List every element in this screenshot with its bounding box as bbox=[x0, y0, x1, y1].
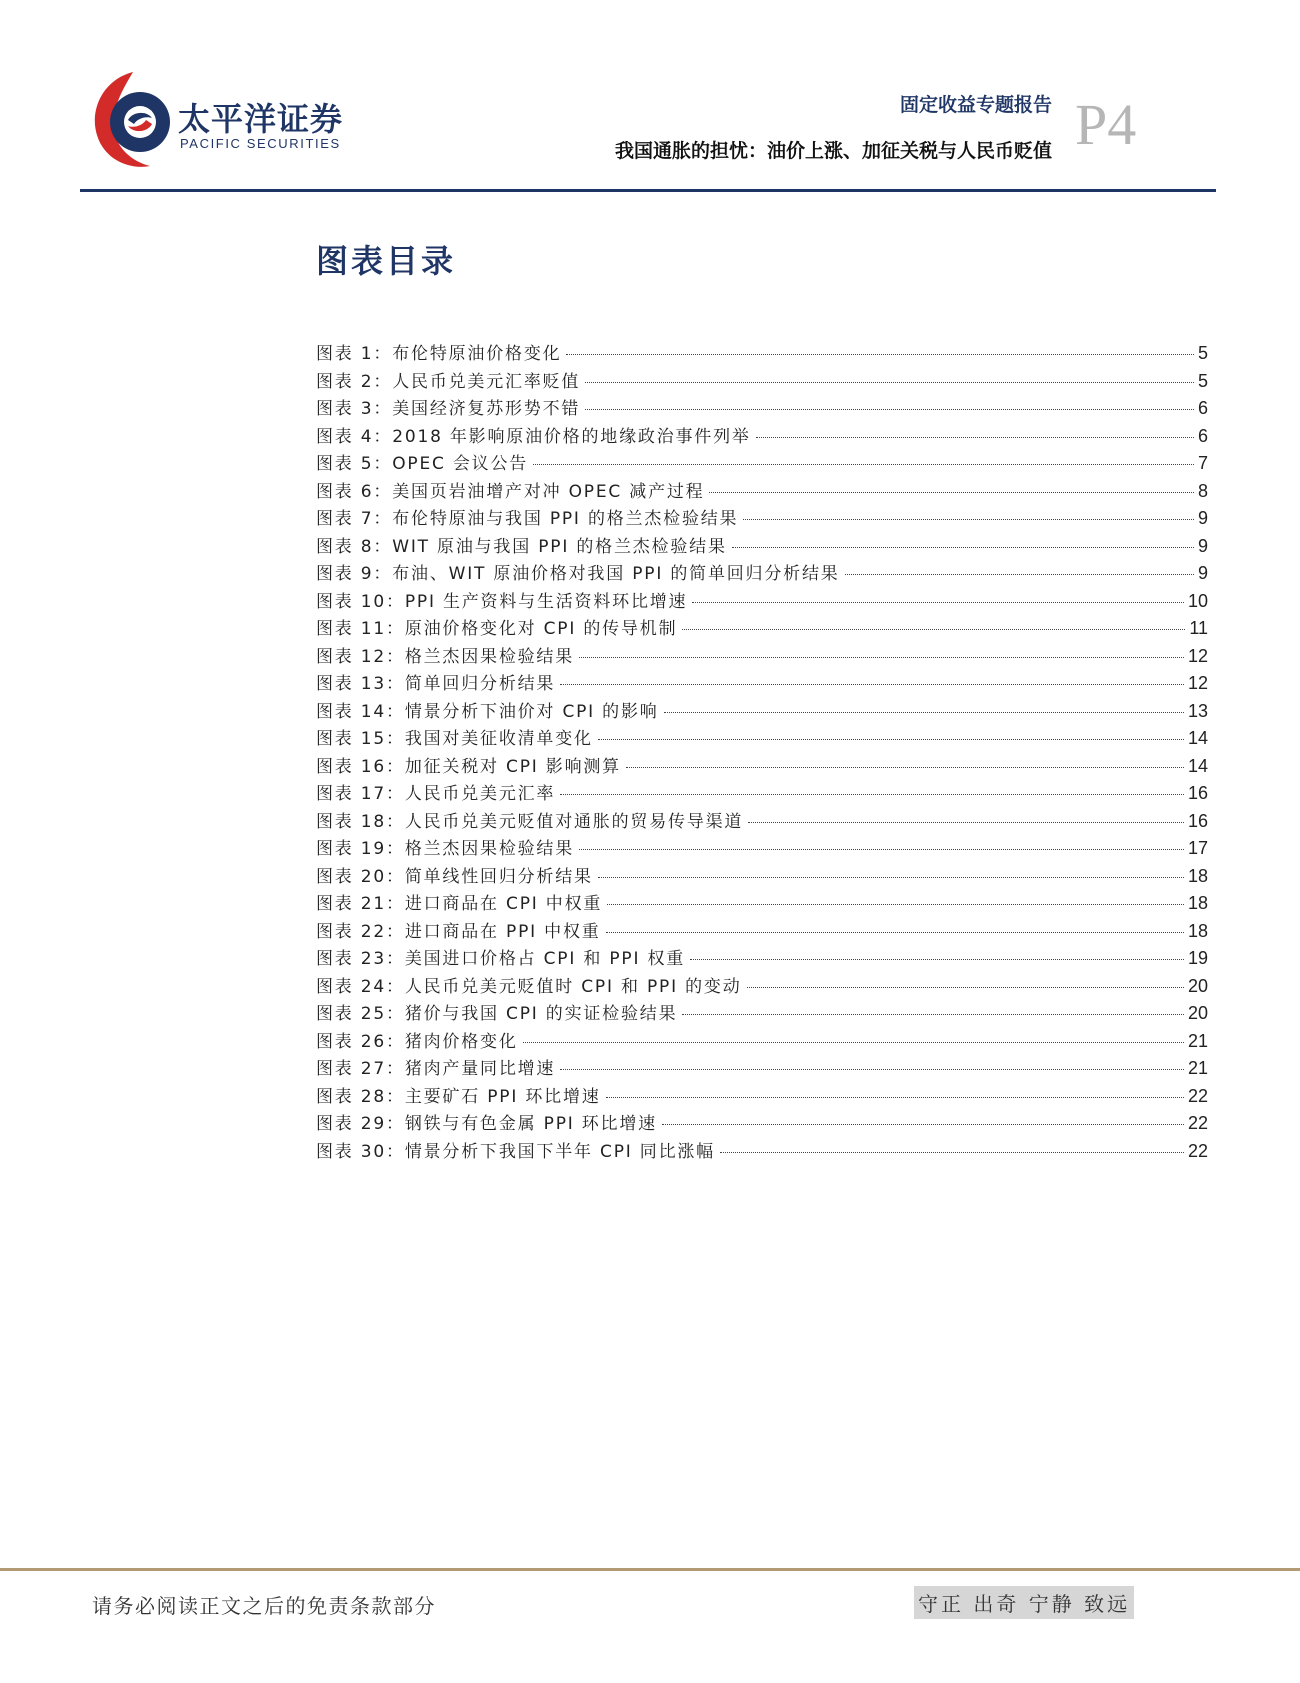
toc-dot-leader bbox=[682, 629, 1185, 630]
toc-dot-leader bbox=[748, 822, 1184, 823]
page-number: P4 bbox=[1075, 92, 1137, 157]
toc-item-label: 图表 28：主要矿石 PPI 环比增速 bbox=[316, 1086, 601, 1107]
toc-item[interactable] bbox=[316, 1054, 1208, 1082]
toc-item-page: 22 bbox=[1187, 1085, 1208, 1106]
toc-item-label: 图表 26：猪肉价格变化 bbox=[316, 1031, 518, 1052]
toc-item-page: 17 bbox=[1187, 838, 1208, 858]
toc-item-label: 图表 22：进口商品在 PPI 中权重 bbox=[316, 921, 601, 942]
toc-item-label: 图表 13：简单回归分析结果 bbox=[316, 674, 556, 694]
toc-dot-leader bbox=[606, 1097, 1184, 1098]
toc-dot-leader bbox=[523, 1042, 1184, 1043]
toc-item[interactable] bbox=[316, 862, 1208, 890]
toc-item[interactable] bbox=[316, 999, 1208, 1027]
toc-dot-leader bbox=[560, 684, 1184, 685]
toc-list bbox=[316, 339, 1208, 1164]
toc-dot-leader bbox=[756, 437, 1194, 438]
toc-item-page: 10 bbox=[1187, 590, 1208, 611]
toc-item-label: 图表 27：猪肉产量同比增速 bbox=[316, 1059, 556, 1079]
toc-item[interactable] bbox=[316, 532, 1208, 560]
toc-item-page: 20 bbox=[1187, 975, 1208, 996]
toc-item-label: 图表 9：布油、WIT 原油价格对我国 PPI 的简单回归分析结果 bbox=[316, 564, 840, 584]
toc-item[interactable] bbox=[316, 944, 1208, 972]
toc-item[interactable] bbox=[316, 394, 1208, 422]
toc-item-page: 19 bbox=[1187, 948, 1208, 968]
toc-item-label: 图表 30：情景分析下我国下半年 CPI 同比涨幅 bbox=[316, 1141, 715, 1162]
toc-item-page: 11 bbox=[1189, 618, 1208, 638]
toc-item-label: 图表 5：OPEC 会议公告 bbox=[316, 454, 529, 474]
toc-dot-leader bbox=[607, 904, 1184, 905]
toc-dot-leader bbox=[598, 739, 1184, 740]
toc-item[interactable] bbox=[316, 834, 1208, 862]
toc-item[interactable] bbox=[316, 972, 1208, 1000]
toc-item[interactable] bbox=[316, 697, 1208, 725]
toc-dot-leader bbox=[560, 794, 1184, 795]
toc-item-label: 图表 14：情景分析下油价对 CPI 的影响 bbox=[316, 701, 659, 722]
toc-item-label: 图表 12：格兰杰因果检验结果 bbox=[316, 646, 575, 667]
toc-dot-leader bbox=[579, 657, 1184, 658]
brand-name-en: PACIFIC SECURITIES bbox=[180, 136, 341, 151]
toc-dot-leader bbox=[720, 1152, 1184, 1153]
toc-dot-leader bbox=[682, 1014, 1184, 1015]
footer-disclaimer: 请务必阅读正文之后的免责条款部分 bbox=[92, 1594, 436, 1618]
toc-item-label: 图表 15：我国对美征收清单变化 bbox=[316, 729, 593, 749]
brand-name-cn: 太平洋证券 bbox=[178, 100, 344, 138]
toc-dot-leader bbox=[662, 1124, 1184, 1125]
toc-item-label: 图表 17：人民币兑美元汇率 bbox=[316, 784, 556, 804]
footer-divider bbox=[0, 1568, 1300, 1571]
toc-item-page: 12 bbox=[1187, 673, 1208, 693]
report-category: 固定收益专题报告 bbox=[899, 94, 1052, 116]
pacific-logo-icon bbox=[88, 68, 178, 174]
toc-item-page: 6 bbox=[1197, 425, 1208, 446]
brand-logo bbox=[88, 68, 348, 174]
toc-dot-leader bbox=[533, 464, 1194, 465]
toc-dot-leader bbox=[690, 959, 1184, 960]
toc-item-label: 图表 19：格兰杰因果检验结果 bbox=[316, 839, 575, 859]
toc-dot-leader bbox=[566, 354, 1194, 355]
toc-dot-leader bbox=[747, 987, 1184, 988]
toc-item-label: 图表 10：PPI 生产资料与生活资料环比增速 bbox=[316, 591, 688, 612]
toc-item-label: 图表 18：人民币兑美元贬值对通胀的贸易传导渠道 bbox=[316, 811, 744, 832]
toc-dot-leader bbox=[606, 932, 1184, 933]
toc-item-label: 图表 20：简单线性回归分析结果 bbox=[316, 866, 593, 887]
toc-item-label: 图表 23：美国进口价格占 CPI 和 PPI 权重 bbox=[316, 949, 686, 969]
toc-item-label: 图表 2：人民币兑美元汇率贬值 bbox=[316, 371, 581, 392]
toc-item[interactable] bbox=[316, 724, 1208, 752]
toc-dot-leader bbox=[845, 574, 1194, 575]
toc-item-label: 图表 24：人民币兑美元贬值时 CPI 和 PPI 的变动 bbox=[316, 976, 742, 997]
toc-item-label: 图表 29：钢铁与有色金属 PPI 环比增速 bbox=[316, 1114, 657, 1134]
toc-dot-leader bbox=[598, 877, 1184, 878]
toc-item-label: 图表 6：美国页岩油增产对冲 OPEC 减产过程 bbox=[316, 481, 705, 502]
toc-item[interactable] bbox=[316, 642, 1208, 670]
toc-dot-leader bbox=[560, 1069, 1184, 1070]
toc-item[interactable] bbox=[316, 779, 1208, 807]
toc-item-page: 13 bbox=[1187, 700, 1208, 721]
toc-item[interactable] bbox=[316, 367, 1208, 395]
toc-item[interactable] bbox=[316, 449, 1208, 477]
toc-item-page: 18 bbox=[1187, 865, 1208, 886]
toc-dot-leader bbox=[732, 547, 1194, 548]
toc-dot-leader bbox=[743, 519, 1194, 520]
toc-item-page: 18 bbox=[1187, 920, 1208, 941]
toc-item[interactable] bbox=[316, 1027, 1208, 1055]
toc-item-page: 5 bbox=[1197, 343, 1208, 363]
toc-item[interactable] bbox=[316, 752, 1208, 780]
toc-item[interactable] bbox=[316, 1137, 1208, 1165]
toc-item-page: 20 bbox=[1187, 1003, 1208, 1023]
header-divider bbox=[80, 189, 1216, 192]
toc-item[interactable] bbox=[316, 807, 1208, 835]
toc-dot-leader bbox=[664, 712, 1184, 713]
toc-item-label: 图表 11：原油价格变化对 CPI 的传导机制 bbox=[316, 619, 678, 639]
toc-item-label: 图表 21：进口商品在 CPI 中权重 bbox=[316, 894, 603, 914]
toc-item[interactable] bbox=[316, 669, 1208, 697]
toc-item-page: 6 bbox=[1197, 398, 1208, 418]
toc-item-page: 22 bbox=[1187, 1113, 1208, 1133]
toc-item[interactable] bbox=[316, 1082, 1208, 1110]
toc-item[interactable] bbox=[316, 559, 1208, 587]
toc-item[interactable] bbox=[316, 614, 1208, 642]
toc-item-page: 14 bbox=[1187, 755, 1208, 776]
toc-item-page: 12 bbox=[1187, 645, 1208, 666]
toc-item-page: 8 bbox=[1197, 480, 1208, 501]
toc-item-label: 图表 16：加征关税对 CPI 影响测算 bbox=[316, 756, 621, 777]
toc-dot-leader bbox=[585, 382, 1194, 383]
toc-item-page: 22 bbox=[1187, 1140, 1208, 1161]
toc-item[interactable] bbox=[316, 477, 1208, 505]
toc-item-page: 7 bbox=[1197, 453, 1208, 473]
toc-item-page: 5 bbox=[1197, 370, 1208, 391]
footer-motto: 守正 出奇 宁静 致远 bbox=[914, 1586, 1134, 1619]
toc-item-page: 21 bbox=[1187, 1058, 1208, 1078]
toc-item-page: 16 bbox=[1187, 783, 1208, 803]
toc-item-page: 9 bbox=[1197, 563, 1208, 583]
toc-item-page: 18 bbox=[1187, 893, 1208, 913]
toc-item[interactable] bbox=[316, 339, 1208, 367]
toc-item-label: 图表 8：WIT 原油与我国 PPI 的格兰杰检验结果 bbox=[316, 536, 727, 557]
toc-item[interactable] bbox=[316, 917, 1208, 945]
toc-item-label: 图表 7：布伦特原油与我国 PPI 的格兰杰检验结果 bbox=[316, 509, 739, 529]
toc-item-label: 图表 3：美国经济复苏形势不错 bbox=[316, 399, 581, 419]
toc-item-page: 9 bbox=[1197, 508, 1208, 528]
toc-dot-leader bbox=[709, 492, 1194, 493]
toc-item-page: 9 bbox=[1197, 535, 1208, 556]
toc-dot-leader bbox=[692, 602, 1184, 603]
toc-item[interactable] bbox=[316, 422, 1208, 450]
toc-item[interactable] bbox=[316, 504, 1208, 532]
toc-item-page: 16 bbox=[1187, 810, 1208, 831]
toc-item-label: 图表 4：2018 年影响原油价格的地缘政治事件列举 bbox=[316, 426, 751, 447]
toc-item[interactable] bbox=[316, 587, 1208, 615]
toc-item-page: 21 bbox=[1187, 1030, 1208, 1051]
toc-item-label: 图表 1：布伦特原油价格变化 bbox=[316, 344, 562, 364]
toc-item[interactable] bbox=[316, 889, 1208, 917]
toc-dot-leader bbox=[626, 767, 1184, 768]
toc-item-page: 14 bbox=[1187, 728, 1208, 748]
toc-heading: 图表目录 bbox=[316, 242, 457, 280]
toc-dot-leader bbox=[579, 849, 1184, 850]
report-title: 我国通胀的担忧：油价上涨、加征关税与人民币贬值 bbox=[614, 140, 1052, 162]
toc-item[interactable] bbox=[316, 1109, 1208, 1137]
toc-dot-leader bbox=[585, 409, 1194, 410]
toc-item-label: 图表 25：猪价与我国 CPI 的实证检验结果 bbox=[316, 1004, 678, 1024]
